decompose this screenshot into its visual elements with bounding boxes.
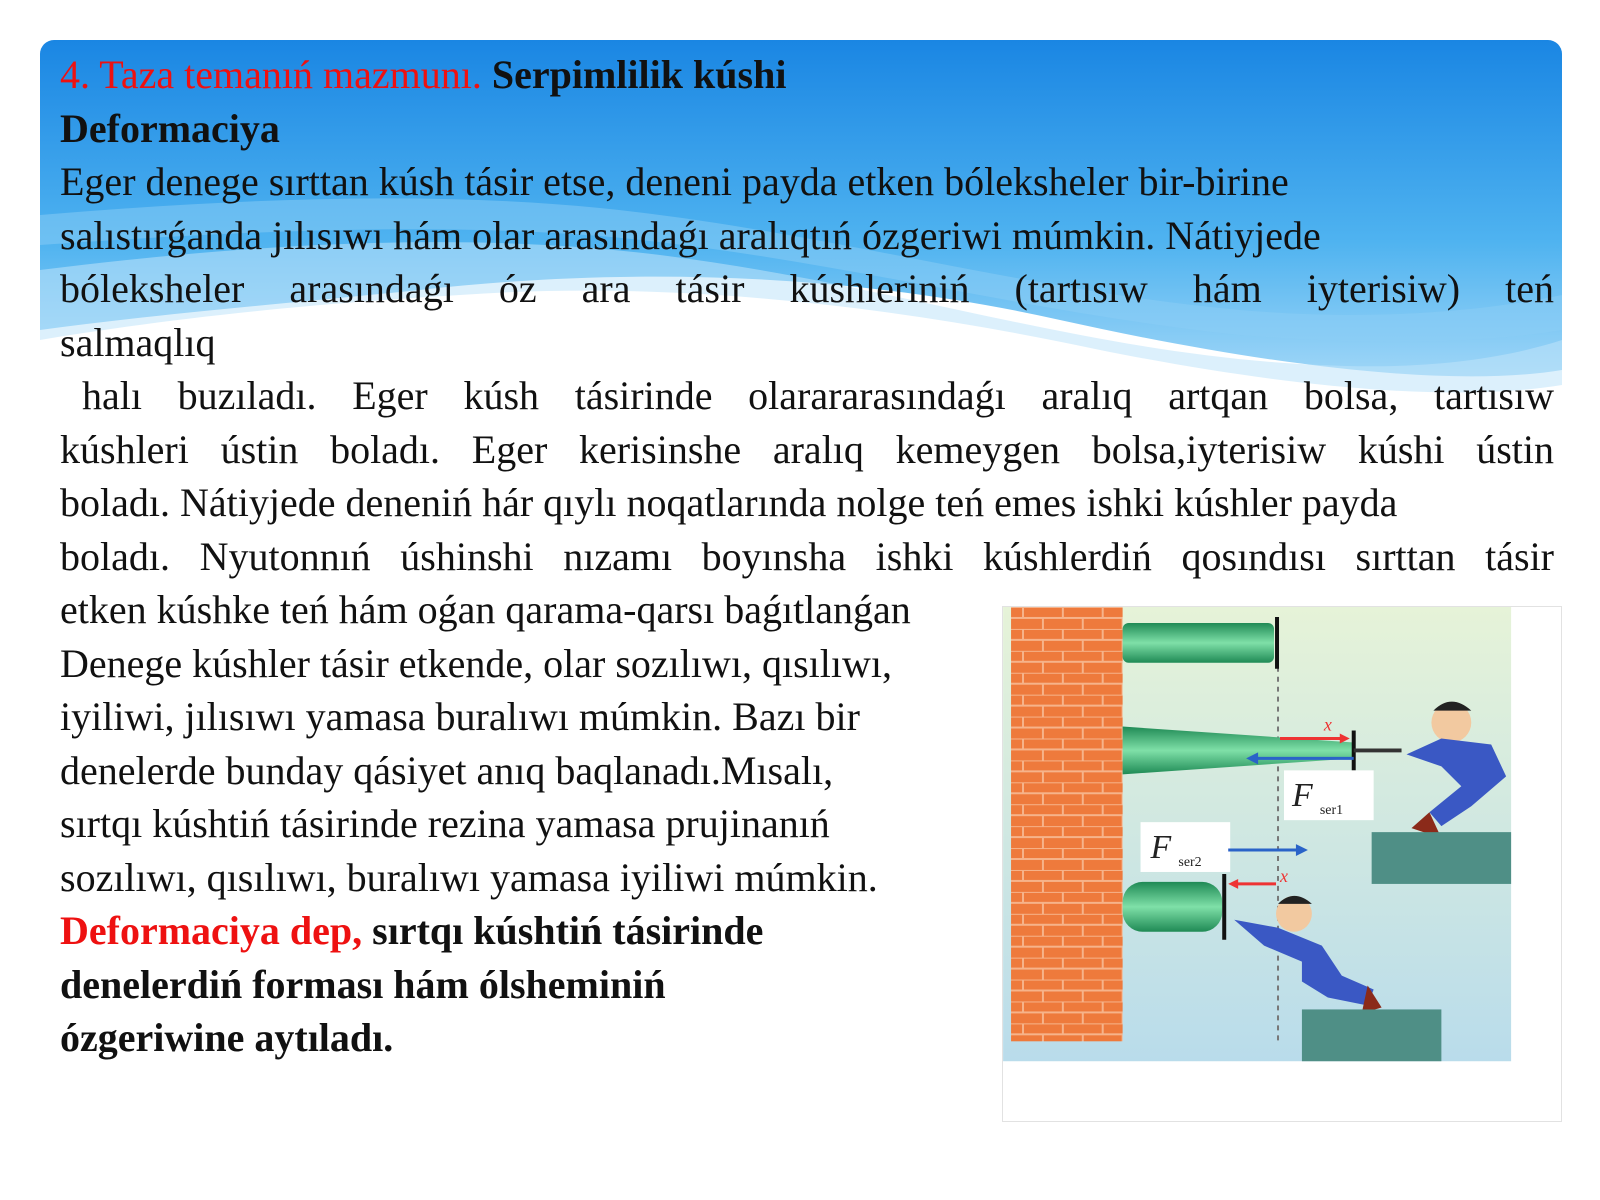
spring-diagram xyxy=(1003,607,1561,1121)
paragraph-line: kúshleri ústin boladı. Eger kerisinshe aralıq kemeygen bolsa,iyterisiw kúshi ústin xyxy=(60,426,1554,472)
definition-term: Deformaciya dep, xyxy=(60,908,363,953)
brick-wall xyxy=(1011,607,1123,1041)
deformation-illustration xyxy=(1002,606,1562,1122)
section-heading: Deformaciya xyxy=(60,105,280,151)
paragraph-line: Denege kúshler tásir etkende, olar sozılıwı, qısılıwı, xyxy=(60,640,893,686)
paragraph-line: etken kúshke teń hám oǵan qarama-qarsı baǵıtlanǵan xyxy=(60,587,911,632)
paragraph-line: boladı. Nyutonnıń úshinshi nızamı boyınsha ishki kúshlerdiń qosındısı sırttan tásir xyxy=(60,533,1554,579)
paragraph-line: salmaqlıq xyxy=(60,319,216,365)
force-sub-f1: ser1 xyxy=(1319,803,1344,819)
platform-upper xyxy=(1372,832,1511,884)
paragraph-line: sırtqı kúshtiń tásirinde rezina yamasa prujinanıń xyxy=(60,801,830,846)
paragraph-line: iyiliwi, jılısıwı yamasa buralıwı múmkin. Bazı bir xyxy=(60,694,860,739)
compression-label: x xyxy=(1280,865,1288,886)
platform-lower xyxy=(1302,1009,1441,1061)
definition-line-2: denelerdiń forması hám ólsheminiń xyxy=(60,961,666,1007)
force-sub-f2: ser2 xyxy=(1178,854,1202,870)
force-label-f2: F xyxy=(1150,829,1172,867)
paragraph-line: boladı. Nátiyjede deneniń hár qıylı noqatlarında nolge teń emes ishki kúshler payda xyxy=(60,480,1398,525)
paragraph-line: Eger denege sırttan kúsh tásir etse, deneni payda etken bóleksheler bir-birine xyxy=(60,159,1289,204)
paragraph-line: bóleksheler arasındaǵı óz ara tásir kúshleriniń (tartısıw hám iyterisiw) teń xyxy=(60,266,1554,311)
paragraph-line: sozılıwı, qısılıwı, buralıwı yamasa iyiliwi múmkin. xyxy=(60,854,878,900)
force-label-f1: F xyxy=(1291,777,1313,815)
paragraph-line: salıstırǵanda jılısıwı hám olar arasındaǵı aralıqtıń ózgeriwi múmkin. Nátiyjede xyxy=(60,212,1321,258)
topic-number-label: 4. Taza temanıń mazmunı. xyxy=(60,52,482,97)
paragraph-line: denelerde bunday qásiyet anıq baqlanadı.Mısalı, xyxy=(60,747,834,793)
definition-line-3: ózgeriwine aytıladı. xyxy=(60,1015,394,1060)
displacement-label: x xyxy=(1323,714,1332,735)
spring-rest xyxy=(1123,623,1274,663)
slide-title xyxy=(60,48,1554,102)
topic-subject: Serpimlilik kúshi xyxy=(491,52,787,97)
spring-compressed xyxy=(1123,882,1223,932)
definition-text: sırtqı kúshtiń tásirinde xyxy=(362,908,764,953)
paragraph-line: halı buzıladı. Eger kúsh tásirinde olarararasındaǵı aralıq artqan bolsa, tartısıw xyxy=(82,373,1554,418)
